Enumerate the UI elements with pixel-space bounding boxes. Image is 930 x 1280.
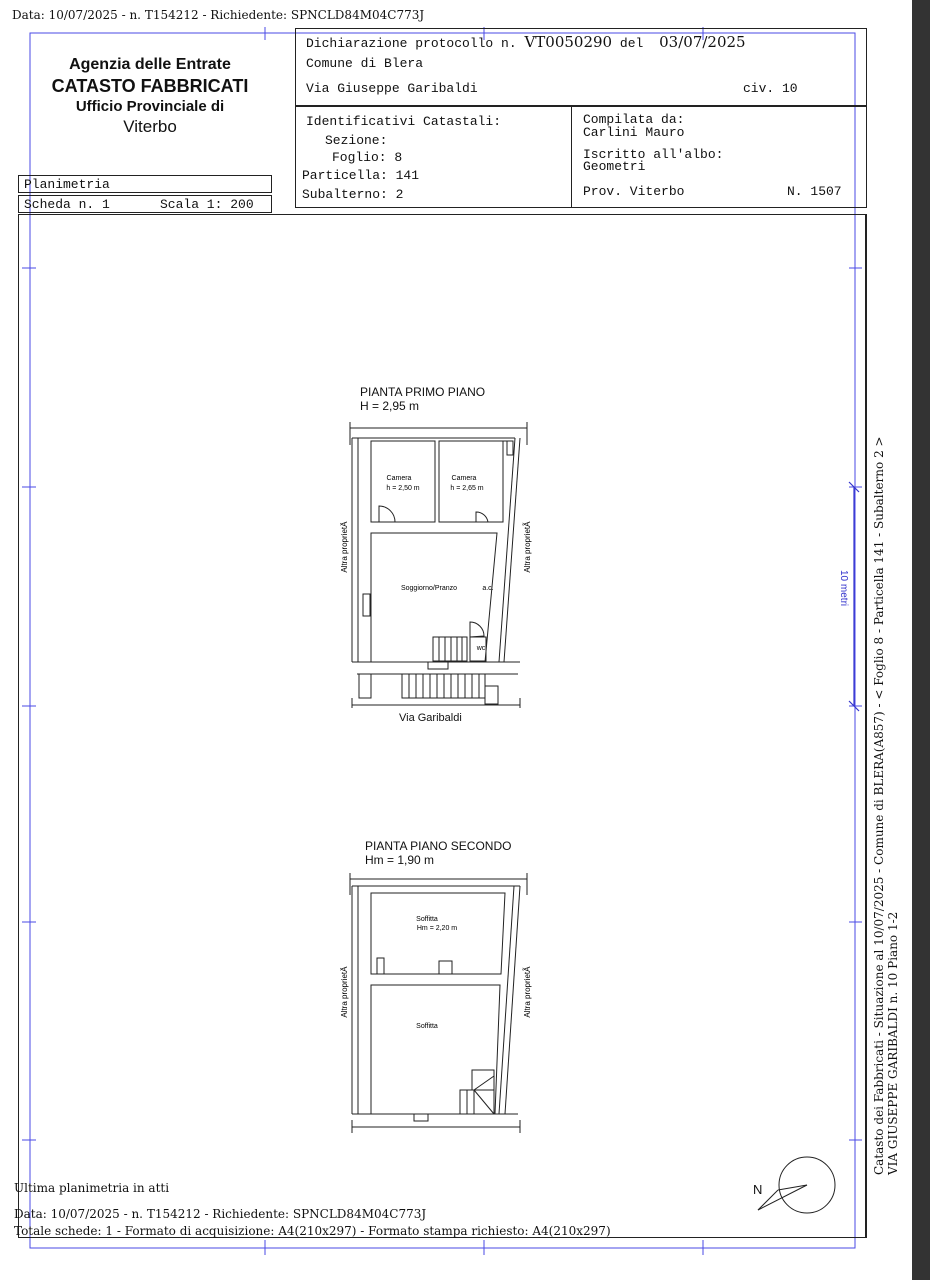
iscritto-label: Iscritto all'albo: — [583, 147, 724, 162]
plan1-ac: a.c. — [482, 585, 494, 592]
compilata-box — [571, 106, 867, 208]
plan1-left-label: Altra proprietÃ — [340, 519, 349, 573]
identificativi-title: Identificativi Catastali: — [306, 114, 502, 129]
dichiarazione-label: Dichiarazione protocollo n. — [306, 36, 517, 51]
plan2-height: Hm = 1,90 m — [365, 853, 435, 867]
ufficio-city: Viterbo — [123, 117, 177, 136]
plan2-left-label: Altra proprietÃ — [340, 964, 349, 1018]
numero-label: N. 1507 — [787, 184, 842, 199]
plan1-room2: Camera — [451, 475, 477, 482]
plan2-room2: Soffitta — [416, 1023, 438, 1030]
prov-label: Prov. Viterbo — [583, 184, 685, 199]
particella-label: Particella: 141 — [302, 168, 420, 183]
protocollo-number: VT0050290 — [524, 33, 613, 51]
plan1-room2-h: h = 2,65 m — [450, 485, 484, 492]
declaration-date: 03/07/2025 — [659, 33, 746, 51]
planimetria-box — [18, 175, 272, 193]
compilata-label: Compilata da: — [583, 112, 685, 127]
footer-totale: Totale schede: 1 - Formato di acquisizione: A4(210x297) - Formato stampa richiesto: A4(210x297) — [14, 1224, 611, 1238]
plan2-floorplan — [340, 868, 540, 1133]
plan2-title: PIANTA PIANO SECONDO — [365, 839, 512, 853]
scheda-box — [18, 195, 272, 213]
sezione-label: Sezione: — [325, 133, 388, 148]
identificativi-box — [295, 106, 572, 208]
top-header-line: Data: 10/07/2025 - n. T154212 - Richiedente: SPNCLD84M04C773J — [12, 8, 425, 22]
civ-label: civ. 10 — [743, 81, 798, 96]
north-arrow — [750, 1150, 840, 1220]
plan1-height: H = 2,95 m — [360, 399, 420, 413]
planimetria-label: Planimetria — [24, 177, 110, 192]
agency-name: Agenzia delle Entrate — [69, 56, 231, 73]
plan1-stairs — [433, 637, 467, 661]
plan1-right-label: Altra proprietÃ — [523, 519, 532, 573]
plan2-right-label: Altra proprietÃ — [523, 964, 532, 1018]
plan1-wc: wc — [476, 645, 486, 652]
plan1-room1: Camera — [386, 475, 412, 482]
del-label: del — [619, 36, 644, 51]
compilata-name: Carlini Mauro — [583, 125, 685, 140]
plan2-room1: Soffitta — [416, 916, 438, 923]
north-label: N — [753, 1182, 763, 1197]
side-text-address: VIA GIUSEPPE GARIBALDI n. 10 Piano 1-2 — [886, 911, 900, 1175]
plan1-room1-h: h = 2,50 m — [386, 485, 420, 492]
plan1-title: PIANTA PRIMO PIANO — [360, 385, 486, 399]
plan2-stairs — [460, 1070, 494, 1114]
catasto-title: CATASTO FABBRICATI — [51, 76, 249, 96]
foglio-label: Foglio: 8 — [332, 150, 403, 165]
plan2-room1-h: Hm = 2,20 m — [416, 925, 458, 932]
subalterno-label: Subalterno: 2 — [302, 187, 404, 202]
plan1-street: Via Garibaldi — [399, 712, 462, 724]
agency-block — [30, 56, 270, 137]
plan1-floorplan — [340, 418, 540, 708]
ufficio-label: Ufficio Provinciale di — [75, 98, 225, 115]
scala-label: Scala 1: 200 — [160, 197, 254, 212]
plan1-room3: Soggiorno/Pranzo — [400, 585, 458, 592]
footer-data: Data: 10/07/2025 - n. T154212 - Richiedente: SPNCLD84M04C773J — [14, 1207, 427, 1221]
albo-label: Geometri — [583, 159, 646, 174]
scheda-label: Scheda n. 1 — [24, 197, 110, 212]
comune-label: Comune di Blera — [306, 56, 424, 71]
scale-bar-label: 10 metri — [838, 570, 849, 607]
declaration-box — [295, 28, 867, 106]
via-label: Via Giuseppe Garibaldi — [306, 81, 478, 96]
footer-ultima: Ultima planimetria in atti — [14, 1181, 170, 1195]
side-text-situazione: Catasto dei Fabbricati - Situazione al 10/07/2025 - Comune di BLERA(A857) - < Foglio 8 - Particella 141 - Subalterno 2 > — [872, 436, 886, 1175]
